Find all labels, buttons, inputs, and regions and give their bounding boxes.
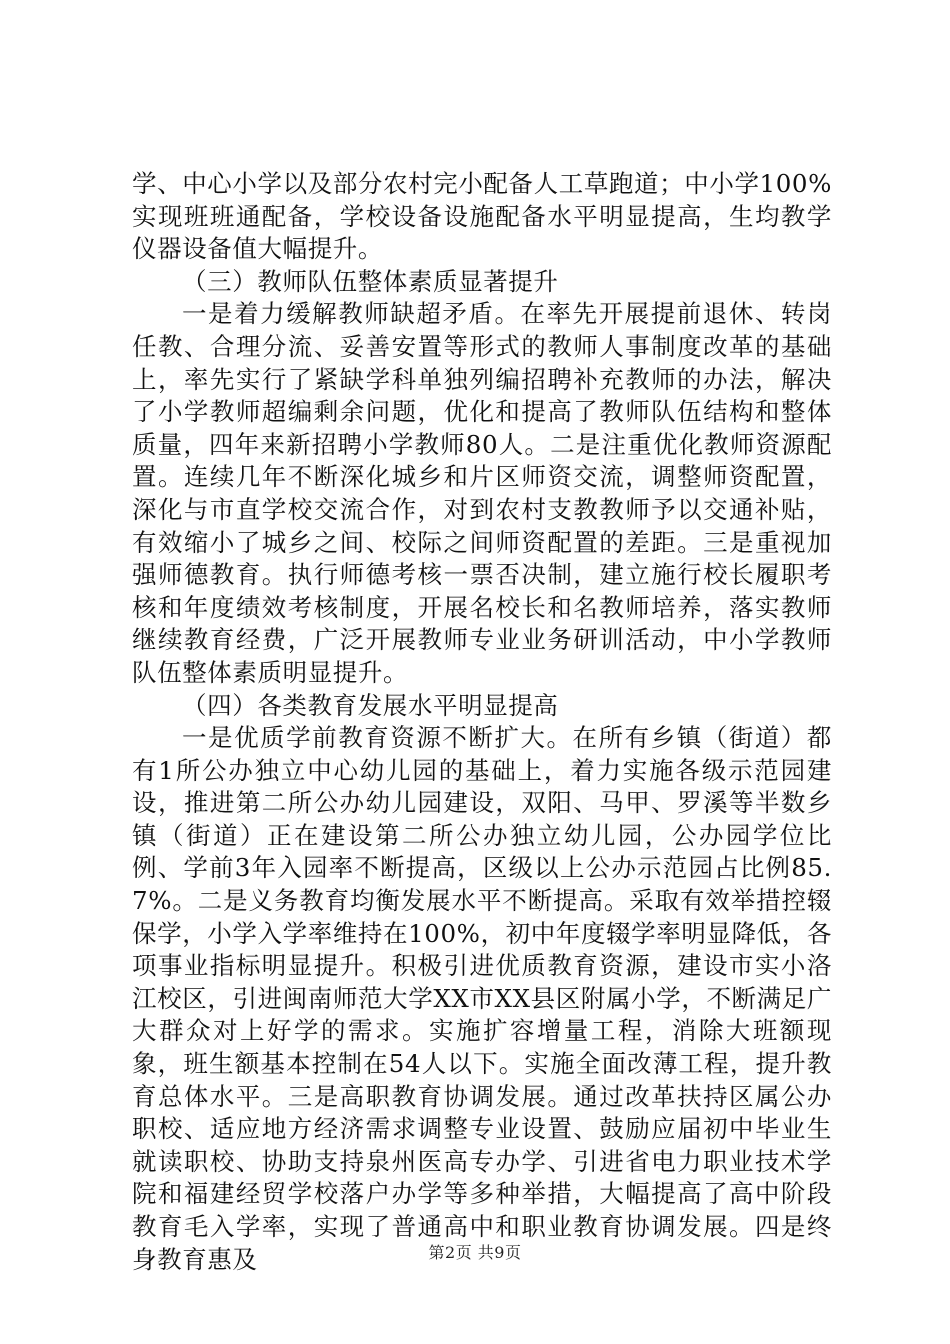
paragraph-education-levels: 一是优质学前教育资源不断扩大。在所有乡镇（街道）都有1所公办独立中心幼儿园的基础上，着力实施各级示范园建设，推进第二所公办幼儿园建设，双阳、马甲、罗溪等半数乡镇（街道）正在建设第二所公办独立幼儿园，公办园学位比例、学前3年入园率不断提高，区级以上公办示范园占比例85.7%。二是义务教育均衡发展水平不断提高。采取有效举措控辍保学，小学入学率维持在100%，初中年度辍学率明显降低，各项事业指标明显提升。积极引进优质教育资源，建设市实小洛江校区，引进闽南师范大学XX市XX县区附属小学，不断满足广大群众对上好学的需求。实施扩容增量工程，消除大班额现象，班生额基本控制在54人以下。实施全面改薄工程，提升教育总体水平。三是高职教育协调发展。通过改革扶持区属公办职校、适应地方经济需求调整专业设置、鼓励应届初中毕业生就读职校、协助支持泉州医高专办学、引进省电力职业技术学院和福建经贸学校落户办学等多种举措，大幅提高了高中阶段教育毛入学率，实现了普通高中和职业教育协调发展。四是终身教育惠及 — [132, 723, 832, 1274]
document-body — [132, 168, 832, 1276]
page-number-footer: 第2页 共9页 — [428, 1243, 522, 1262]
paragraph-continuation: 学、中心小学以及部分农村完小配备人工草跑道；中小学100%实现班班通配备，学校设备设施配备水平明显提高，生均教学仪器设备值大幅提升。 — [132, 169, 832, 264]
paragraph-teachers: 一是着力缓解教师缺超矛盾。在率先开展提前退休、转岗任教、合理分流、妥善安置等形式的教师人事制度改革的基础上，率先实行了紧缺学科单独列编招聘补充教师的办法，解决了小学教师超编剩余问题，优化和提高了教师队伍结构和整体质量，四年来新招聘小学教师80人。二是注重优化教师资源配置。连续几年不断深化城乡和片区师资交流，调整师资配置，深化与市直学校交流合作，对到农村支教教师予以交通补贴，有效缩小了城乡之间、校际之间师资配置的差距。三是重视加强师德教育。执行师德考核一票否决制，建立施行校长履职考核和年度绩效考核制度，开展名校长和名教师培养，落实教师继续教育经费，广泛开展教师专业业务研训活动，中小学教师队伍整体素质明显提升。 — [132, 299, 832, 687]
section-heading-four: （四）各类教育发展水平明显提高 — [182, 690, 559, 720]
section-heading-three: （三）教师队伍整体素质显著提升 — [182, 266, 559, 296]
